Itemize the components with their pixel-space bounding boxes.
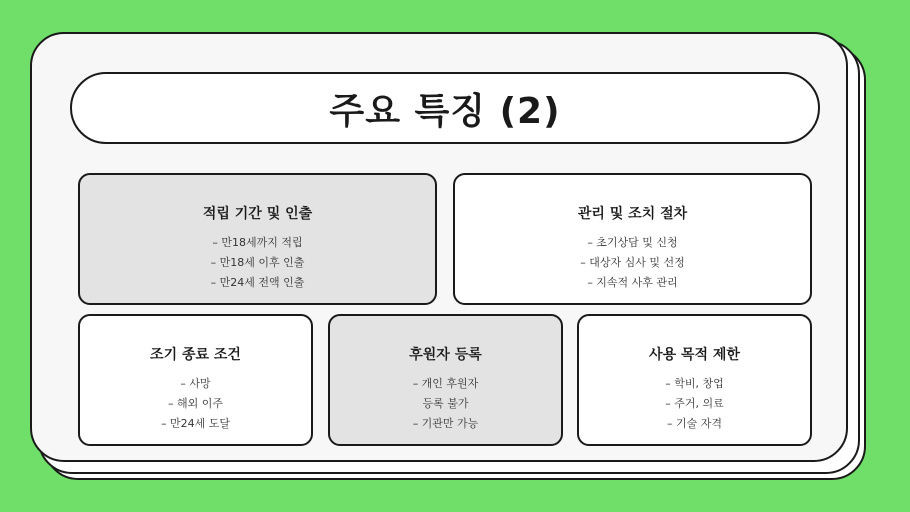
feature-box-title: 관리 및 조치 절차	[577, 206, 688, 222]
feature-box-usage-limit	[577, 314, 812, 446]
feature-line: – 대상자 심사 및 선정	[580, 256, 685, 269]
feature-line: – 지속적 사후 관리	[587, 276, 678, 289]
feature-line: – 기관만 가능	[412, 417, 479, 430]
feature-line: – 개인 후원자	[412, 377, 479, 390]
feature-box-sponsor	[328, 314, 563, 446]
feature-box-title: 사용 목적 제한	[649, 347, 740, 363]
feature-line: – 만18세 이후 인출	[210, 256, 305, 269]
feature-line: – 기술 자격	[667, 417, 722, 430]
feature-line: – 주거, 의료	[665, 397, 724, 410]
feature-box-early-termination	[78, 314, 313, 446]
feature-box-title: 조기 종료 조건	[150, 347, 241, 363]
feature-line: – 만18세까지 적립	[212, 236, 303, 249]
feature-line: – 학비, 창업	[665, 377, 724, 390]
feature-line: 등록 불가	[422, 397, 469, 410]
feature-line: – 만24세 도달	[161, 417, 230, 430]
feature-box-accumulation	[78, 173, 437, 305]
feature-line: – 만24세 전액 인출	[210, 276, 305, 289]
feature-line: – 사망	[180, 377, 211, 390]
feature-box-title: 적립 기간 및 인출	[202, 206, 313, 222]
title-banner	[70, 72, 820, 144]
feature-line: – 해외 이주	[168, 397, 223, 410]
slide-title: 주요 특징 (2)	[329, 90, 561, 132]
feature-box-title: 후원자 등록	[409, 347, 482, 363]
slide-card	[30, 32, 848, 462]
feature-line: – 초기상담 및 신청	[587, 236, 678, 249]
feature-box-management	[453, 173, 812, 305]
